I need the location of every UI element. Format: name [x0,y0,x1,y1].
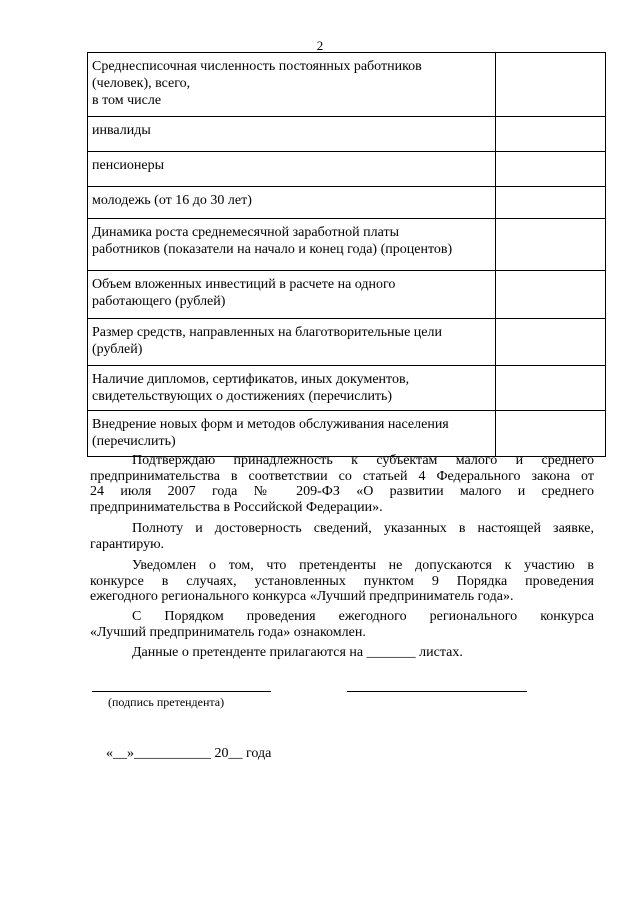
row-label-cell [88,152,496,187]
guarantee-line-2: гарантирую. [90,536,165,552]
confirm-line-3: 24 июля 2007 года № 209-ФЗ «О развитии малого и среднего [90,484,594,499]
row-label-line: Размер средств, направленных на благотворительные цели [92,325,442,340]
row-label-line: Объем вложенных инвестиций в расчете на одного [92,277,396,292]
familiarized-line-1: С Порядком проведения ежегодного регионального конкурса [132,609,594,624]
row-label-line: (перечислить) [92,434,176,449]
confirm-line-2: предпринимательства в соответствии со статьей 4 Федерального закона от [90,468,594,484]
guarantee-line-1: Полноту и достоверность сведений, указанных в настоящей заявке, [132,521,594,536]
row-value-cell[interactable] [496,271,606,319]
row-value-cell[interactable] [496,53,606,117]
row-label-line: Наличие дипломов, сертификатов, иных документов, [92,372,410,387]
notified-line-1: Уведомлен о том, что претенденты не допускаются к участию в [132,558,594,573]
confirm-paragraph [90,453,594,515]
row-label-line: работающего (рублей) [92,294,226,309]
table-row [88,53,606,117]
table-row [88,271,606,319]
row-label-cell [88,219,496,271]
row-label-line: молодежь (от 16 до 30 лет) [92,193,252,208]
notified-paragraph [90,558,594,605]
row-value-cell[interactable] [496,411,606,457]
table-row [88,152,606,187]
attachment-paragraph [90,645,594,661]
confirm-line-1: Подтверждаю принадлежность к субъектам малого и среднего [132,453,594,468]
notified-line-3: ежегодного регионального конкурса «Лучший предприниматель года». [90,589,514,604]
row-value-cell[interactable] [496,366,606,411]
confirm-line-4: предпринимательства в Российской Федерации». [90,499,383,515]
table-row [88,366,606,411]
signature-line [92,691,271,692]
row-label-cell [88,187,496,219]
row-label-line: инвалиды [92,123,151,138]
table-row [88,117,606,152]
familiarized-line-2: «Лучший предприниматель года» ознакомлен. [90,624,366,640]
table-row [88,187,606,219]
row-label-cell [88,117,496,152]
date-line: «__»___________ 20__ года [106,746,272,761]
row-label-line: Внедрение новых форм и методов обслуживания населения [92,417,449,432]
applicant-info-table [87,52,606,457]
notified-line-2: конкурсе в случаях, установленных пунктом 9 Порядка проведения [90,573,594,589]
row-label-cell [88,271,496,319]
guarantee-paragraph [90,521,594,552]
row-label-cell [88,411,496,457]
signature-caption: (подпись претендента) [108,695,225,709]
row-label-cell [88,366,496,411]
row-value-cell[interactable] [496,319,606,366]
row-value-cell[interactable] [496,219,606,271]
row-label-cell [88,53,496,117]
page-number: 2 [316,38,324,53]
row-label-line: пенсионеры [92,158,165,173]
row-label-line: в том числе [92,93,162,108]
attachment-line: Данные о претенденте прилагаются на _______ листах. [132,645,463,660]
row-label-line: Динамика роста среднемесячной заработной платы [92,225,399,240]
row-label-line: (рублей) [92,342,143,357]
row-value-cell[interactable] [496,187,606,219]
row-value-cell[interactable] [496,152,606,187]
row-label-line: (человек), всего, [92,76,191,91]
row-label-line: работников (показатели на начало и конец года) (процентов) [92,242,453,257]
row-value-cell[interactable] [496,117,606,152]
familiarized-paragraph [90,609,594,640]
table-row [88,219,606,271]
table-row [88,411,606,457]
table-row [88,319,606,366]
row-label-line: свидетельствующих о достижениях (перечислить) [92,389,393,404]
name-line [347,691,527,692]
row-label-cell [88,319,496,366]
row-label-line: Среднесписочная численность постоянных работников [92,59,422,74]
